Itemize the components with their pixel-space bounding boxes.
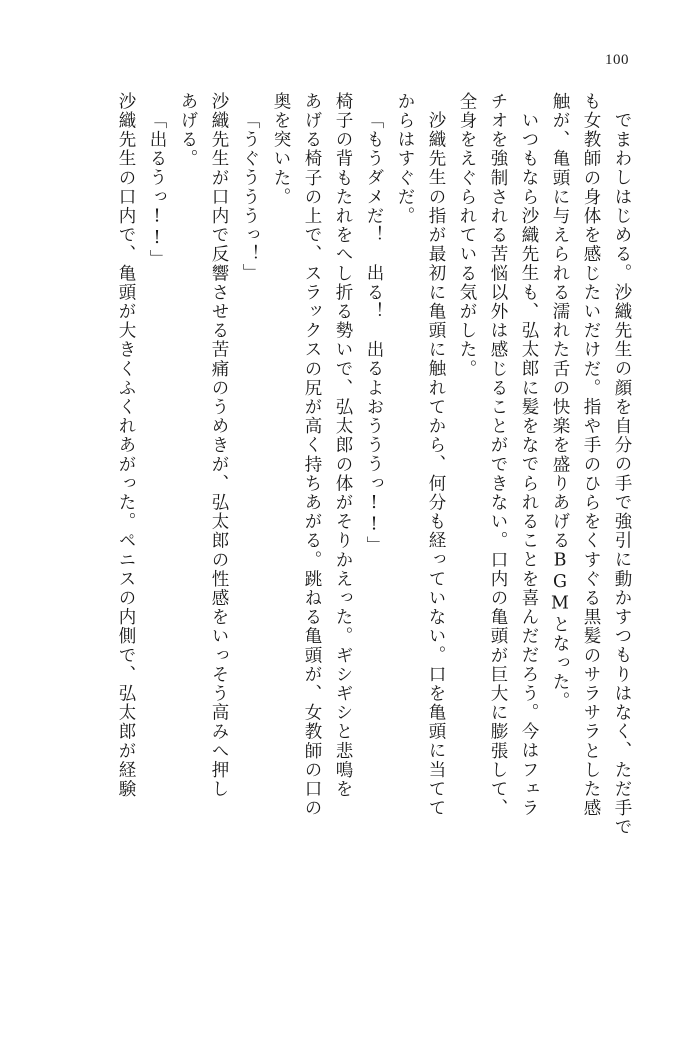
text-line: 沙織先生の口内で、亀頭が大きくふくれあがった。ペニスの内側で、弘太郎が経験 bbox=[116, 92, 136, 799]
text-line: 沙織先生の指が最初に亀頭に触れてから、何分も経っていない。口を亀頭に当てて bbox=[426, 111, 446, 818]
text-line: 「うぐうううっ！」 bbox=[240, 111, 260, 283]
text-line: も女教師の身体を感じたいだけだ。指や手のひらをくすぐる黒髪のサラサラとした感 bbox=[581, 92, 601, 818]
text-line: でまわしはじめる。沙織先生の顔を自分の手で強引に動かすつもりはなく、ただ手で bbox=[612, 111, 632, 837]
text-line: あげる。 bbox=[178, 92, 198, 169]
page-number: 100 bbox=[605, 52, 629, 68]
text-line: 奥を突いた。 bbox=[271, 92, 291, 207]
text-line: 「もうダメだ！ 出る！ 出るよおうううっ!!」 bbox=[364, 111, 384, 556]
text-line: チオを強制される苦悩以外は感じることができない。口内の亀頭が巨大に膨張して、 bbox=[488, 92, 508, 818]
text-line: からはすぐだ。 bbox=[395, 92, 415, 226]
text-line: 触が、亀頭に与えられる濡れた舌の快楽を盛りあげるBGMとなった。 bbox=[550, 92, 570, 711]
text-line: あげる椅子の上で、スラックスの尻が高く持ちあがる。跳ねる亀頭が、女教師の口の bbox=[302, 92, 322, 818]
text-line: 沙織先生が口内で反響させる苦痛のうめきが、弘太郎の性感をいっそう高みへ押し bbox=[209, 92, 229, 799]
text-line: いつもなら沙織先生も、弘太郎に髪をなでられることを喜んだだろう。今はフェラ bbox=[519, 111, 539, 818]
vertical-text-body bbox=[58, 92, 637, 992]
text-line: 「出るうっ!!」 bbox=[147, 111, 167, 269]
text-line: 椅子の背もたれをへし折る勢いで、弘太郎の体がそりかえった。ギシギシと悲鳴を bbox=[333, 92, 353, 799]
text-line: 全身をえぐられている気がした。 bbox=[457, 92, 477, 379]
